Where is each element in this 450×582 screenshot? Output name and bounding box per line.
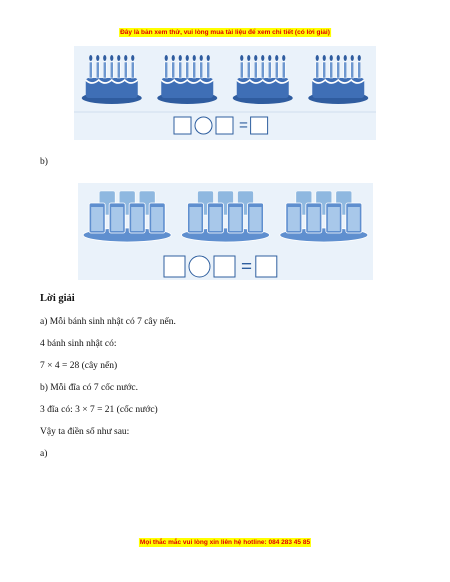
candle-flame xyxy=(103,55,106,61)
candle xyxy=(275,62,278,78)
candle-flame xyxy=(131,55,134,61)
plate-group xyxy=(280,191,368,242)
candle-flame xyxy=(172,55,175,61)
candle-flame xyxy=(282,55,285,61)
solution-line: 7 × 4 = 28 (cây nến) xyxy=(40,361,118,371)
equals-sign: = xyxy=(239,116,248,134)
candle xyxy=(186,62,189,78)
cake xyxy=(82,55,142,104)
preview-notice-banner: Đây là bản xem thử, vui lòng mua tài liệu để xem chi tiết (có lời giải) xyxy=(120,29,330,36)
answer-box xyxy=(251,117,268,134)
candle xyxy=(240,62,243,78)
equals-sign: = xyxy=(241,255,253,277)
candle xyxy=(103,62,106,78)
cake xyxy=(157,55,217,104)
operator-circle xyxy=(195,117,212,134)
candle xyxy=(282,62,285,78)
candle xyxy=(337,62,340,78)
cakes-svg xyxy=(74,46,376,140)
cup-water xyxy=(190,207,202,231)
cup-water xyxy=(131,207,143,231)
cup-water xyxy=(91,207,103,231)
candle-flame xyxy=(207,55,210,61)
candle-flame xyxy=(351,55,354,61)
cup-water xyxy=(250,207,262,231)
candle xyxy=(254,62,257,78)
candle xyxy=(330,62,333,78)
candle-flame xyxy=(330,55,333,61)
answer-box xyxy=(256,256,277,277)
candle-flame xyxy=(254,55,257,61)
equation-boxes xyxy=(164,256,277,277)
candle-flame xyxy=(316,55,319,61)
candle-flame xyxy=(268,55,271,61)
candle xyxy=(110,62,113,78)
candle xyxy=(179,62,182,78)
plate-group xyxy=(83,191,171,242)
cup-water xyxy=(328,207,340,231)
solution-line: a) Mỗi bánh sinh nhật có 7 cây nến. xyxy=(40,317,176,327)
solution-line: 3 đĩa có: 3 × 7 = 21 (cốc nước) xyxy=(40,405,158,415)
answer-box xyxy=(174,117,191,134)
candle-flame xyxy=(89,55,92,61)
candle xyxy=(124,62,127,78)
cups-svg xyxy=(78,183,373,280)
cup-water xyxy=(288,207,300,231)
answer-box xyxy=(216,117,233,134)
candle xyxy=(96,62,99,78)
candle xyxy=(316,62,319,78)
candle-flame xyxy=(337,55,340,61)
solution-line: 4 bánh sinh nhật có: xyxy=(40,339,117,349)
candle-flame xyxy=(179,55,182,61)
candle xyxy=(358,62,361,78)
cup-water xyxy=(230,207,242,231)
solution-line: a) xyxy=(40,449,48,459)
candle-flame xyxy=(275,55,278,61)
candle-flame xyxy=(261,55,264,61)
cup-water xyxy=(210,207,222,231)
candle xyxy=(261,62,264,78)
candle-flame xyxy=(110,55,113,61)
candle xyxy=(193,62,196,78)
candle xyxy=(247,62,250,78)
candle-flame xyxy=(240,55,243,61)
candle-flame xyxy=(124,55,127,61)
birthday-cakes-illustration xyxy=(74,46,376,140)
cake xyxy=(233,55,293,104)
solution-heading: Lời giải xyxy=(40,293,75,304)
solution-line: b) Mỗi đĩa có 7 cốc nước. xyxy=(40,383,139,393)
candle xyxy=(344,62,347,78)
cup-water xyxy=(348,207,360,231)
candle xyxy=(268,62,271,78)
candle-flame xyxy=(344,55,347,61)
candle-flame xyxy=(186,55,189,61)
part-b-label: b) xyxy=(40,157,48,167)
cups-on-plates-illustration xyxy=(78,183,373,280)
candle-flame xyxy=(358,55,361,61)
candle xyxy=(89,62,92,78)
candle xyxy=(131,62,134,78)
hotline-notice-banner: Mọi thắc mắc vui lòng xin liên hệ hotline: 084 283 45 85 xyxy=(139,539,311,546)
candle-flame xyxy=(117,55,120,61)
cup-water xyxy=(308,207,320,231)
candle xyxy=(165,62,168,78)
candle xyxy=(200,62,203,78)
candle-flame xyxy=(165,55,168,61)
candle-flame xyxy=(323,55,326,61)
solution-line: Vậy ta điền số như sau: xyxy=(40,427,130,437)
equation-boxes xyxy=(174,117,268,134)
candle xyxy=(351,62,354,78)
answer-box xyxy=(164,256,185,277)
candle xyxy=(117,62,120,78)
plate-group xyxy=(182,191,270,242)
candle-flame xyxy=(193,55,196,61)
candle xyxy=(323,62,326,78)
cake xyxy=(308,55,368,104)
candle-flame xyxy=(200,55,203,61)
candle xyxy=(207,62,210,78)
candle-flame xyxy=(96,55,99,61)
operator-circle xyxy=(189,256,210,277)
candle-flame xyxy=(247,55,250,61)
cup-water xyxy=(111,207,123,231)
answer-box xyxy=(214,256,235,277)
candle xyxy=(172,62,175,78)
cup-water xyxy=(151,207,163,231)
